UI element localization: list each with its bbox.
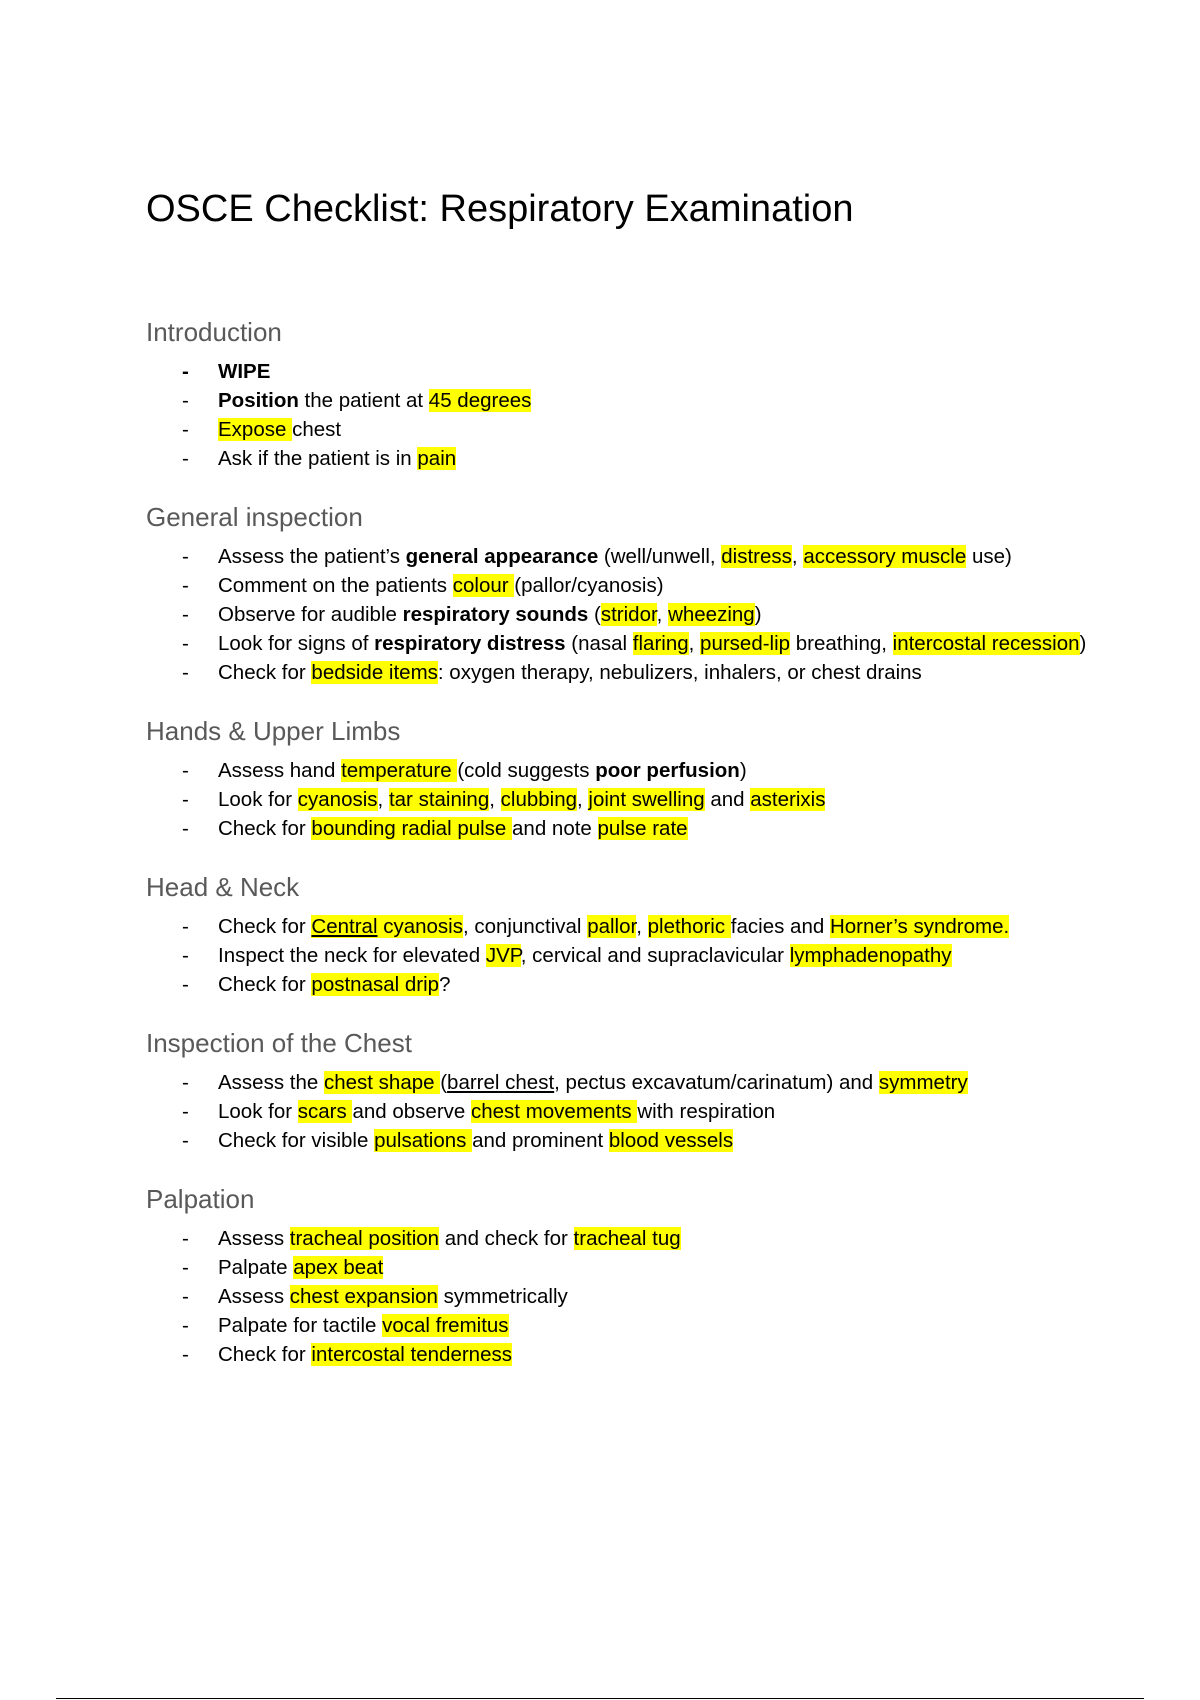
section-heading: Introduction: [146, 317, 282, 347]
item-text: ,: [577, 788, 589, 811]
item-text: ): [1079, 632, 1087, 655]
item-text: Check for: [218, 915, 312, 938]
highlighted-term: apex beat: [293, 1256, 384, 1279]
item-text: Assess the patient’s: [218, 545, 406, 568]
checklist-item: [218, 1340, 1106, 1369]
section-heading: Palpation: [146, 1184, 255, 1214]
highlighted-term: distress: [721, 545, 792, 568]
item-text: ,: [489, 788, 501, 811]
highlighted-term: pain: [417, 447, 457, 470]
section-heading: General inspection: [146, 502, 363, 532]
item-text: Palpate: [218, 1256, 294, 1279]
item-text: ): [739, 759, 747, 782]
checklist-item: [218, 1068, 1106, 1097]
highlighted-term: JVP: [485, 944, 521, 967]
highlighted-term: bounding radial pulse: [311, 817, 513, 840]
bold-term: Position: [218, 389, 299, 412]
highlighted-term: tar staining: [388, 788, 490, 811]
highlighted-term: 45 degrees: [428, 389, 532, 412]
highlighted-term: pulse rate: [597, 817, 688, 840]
checklist: [146, 542, 1106, 687]
highlighted-term: intercostal tenderness: [311, 1343, 512, 1366]
highlighted-term: intercostal recession: [892, 632, 1080, 655]
section-palpation: [146, 1183, 1106, 1369]
checklist: [146, 912, 1106, 999]
checklist: [146, 357, 1106, 473]
item-text: and check for: [439, 1227, 574, 1250]
item-text: , conjunctival: [462, 915, 588, 938]
bold-term: general appearance: [405, 545, 599, 568]
bold-term: respiratory distress: [374, 632, 566, 655]
highlighted-term: vocal fremitus: [382, 1314, 509, 1337]
checklist-item: [218, 941, 1106, 970]
highlighted-term: stridor: [600, 603, 657, 626]
checklist: [146, 1068, 1106, 1155]
bold-term: poor perfusion: [595, 759, 740, 782]
item-text: and prominent: [472, 1129, 609, 1152]
item-text: Check for: [218, 1343, 312, 1366]
highlighted-term: postnasal drip: [311, 973, 440, 996]
checklist-item: [218, 415, 1106, 444]
bold-term: respiratory sounds: [402, 603, 589, 626]
item-text: ): [754, 603, 762, 626]
highlighted-term: colour: [452, 574, 515, 597]
item-text: Check for visible: [218, 1129, 375, 1152]
highlighted-term: flaring: [632, 632, 689, 655]
highlighted-term: bedside items: [311, 661, 438, 684]
item-text: Assess: [218, 1227, 290, 1250]
item-text: : oxygen therapy, nebulizers, inhalers, or chest drains: [437, 661, 922, 684]
checklist-item: [218, 1253, 1106, 1282]
item-text: with respiration: [637, 1100, 776, 1123]
highlighted-term: pallor: [587, 915, 637, 938]
item-text: (: [588, 603, 601, 626]
highlighted-term: Horner’s syndrome.: [829, 915, 1010, 938]
item-text: , cervical and supraclavicular: [520, 944, 790, 967]
checklist-item: [218, 756, 1106, 785]
item-text: ,: [636, 915, 648, 938]
item-text: ,: [656, 603, 669, 626]
document-page: [146, 186, 1106, 1369]
checklist-item: [218, 1126, 1106, 1155]
item-text: use): [966, 545, 1012, 568]
checklist: [146, 1224, 1106, 1369]
item-text: Look for signs of: [218, 632, 375, 655]
highlighted-term: accessory muscle: [803, 545, 967, 568]
highlighted-term: tracheal tug: [573, 1227, 681, 1250]
item-text: Assess: [218, 1285, 290, 1308]
section-introduction: [146, 316, 1106, 473]
item-text: Observe for audible: [218, 603, 403, 626]
section-heading: Hands & Upper Limbs: [146, 716, 401, 746]
section-head-neck: [146, 871, 1106, 999]
section-heading: Head & Neck: [146, 872, 300, 902]
item-text: Inspect the neck for elevated: [218, 944, 486, 967]
item-text: ,: [791, 545, 804, 568]
highlighted-term: temperature: [341, 759, 458, 782]
item-text: the patient at: [298, 389, 429, 412]
highlighted-term: asterixis: [750, 788, 826, 811]
checklist-item: [218, 600, 1106, 629]
item-text: Ask if the patient is in: [218, 447, 418, 470]
item-text: Assess the: [218, 1071, 324, 1094]
highlighted-term: joint swelling: [588, 788, 705, 811]
item-text: ,: [377, 788, 389, 811]
highlighted-term: pursed-lip: [700, 632, 791, 655]
checklist-item: [218, 357, 1106, 386]
item-text: ,: [688, 632, 701, 655]
checklist-item: [218, 444, 1106, 473]
highlighted-term: symmetry: [878, 1071, 968, 1094]
checklist-item: [218, 629, 1106, 658]
item-text: Assess hand: [218, 759, 342, 782]
checklist-item: [218, 1282, 1106, 1311]
item-text: , pectus excavatum/carinatum) and: [554, 1071, 879, 1094]
section-hands-upper-limbs: [146, 715, 1106, 843]
item-text: facies and: [730, 915, 830, 938]
highlighted-term: lymphadenopathy: [789, 944, 952, 967]
highlighted-term: pulsations: [374, 1129, 473, 1152]
item-text: Check for: [218, 973, 312, 996]
checklist-item: [218, 1224, 1106, 1253]
item-text: barrel chest: [447, 1071, 555, 1094]
checklist-item: [218, 1311, 1106, 1340]
highlighted-term: blood vessels: [608, 1129, 734, 1152]
checklist-item: [218, 1097, 1106, 1126]
item-text: (cold suggests: [457, 759, 596, 782]
item-text: and observe: [352, 1100, 471, 1123]
page-bottom-rule: [56, 1698, 1144, 1699]
checklist: [146, 756, 1106, 843]
highlighted-term: Central: [311, 915, 378, 938]
item-text: Palpate for tactile: [218, 1314, 383, 1337]
checklist-item: [218, 785, 1106, 814]
highlighted-term: clubbing: [500, 788, 578, 811]
highlighted-term: chest shape: [323, 1071, 441, 1094]
highlighted-term: chest movements: [471, 1100, 638, 1123]
highlighted-term: scars: [297, 1100, 353, 1123]
checklist-item: [218, 970, 1106, 999]
item-text: and: [704, 788, 751, 811]
item-text: (pallor/cyanosis): [514, 574, 664, 597]
section-heading: Inspection of the Chest: [146, 1028, 412, 1058]
item-text: symmetrically: [437, 1285, 568, 1308]
item-text: ?: [439, 973, 451, 996]
item-text: (well/unwell,: [598, 545, 722, 568]
item-text: breathing,: [790, 632, 893, 655]
highlighted-term: cyanosis: [377, 915, 463, 938]
checklist-item: [218, 814, 1106, 843]
sections-container: [146, 316, 1106, 1369]
checklist-item: [218, 571, 1106, 600]
item-text: (nasal: [565, 632, 633, 655]
checklist-item: [218, 912, 1106, 941]
section-inspection-of-the-chest: [146, 1027, 1106, 1155]
item-text: Look for: [218, 788, 298, 811]
item-text: and note: [512, 817, 598, 840]
document-title: OSCE Checklist: Respiratory Examination: [146, 188, 854, 230]
item-text: (: [440, 1071, 448, 1094]
highlighted-term: Expose: [218, 418, 293, 441]
highlighted-term: wheezing: [668, 603, 755, 626]
item-text: Comment on the patients: [218, 574, 453, 597]
checklist-item: [218, 386, 1106, 415]
item-text: Check for: [218, 817, 312, 840]
item-text: chest: [292, 418, 342, 441]
checklist-item: [218, 658, 1106, 687]
checklist-item: [218, 542, 1106, 571]
item-text: Check for: [218, 661, 312, 684]
bold-term: WIPE: [218, 360, 271, 383]
highlighted-term: plethoric: [647, 915, 731, 938]
section-general-inspection: [146, 501, 1106, 687]
highlighted-term: cyanosis: [297, 788, 378, 811]
highlighted-term: chest expansion: [289, 1285, 438, 1308]
highlighted-term: tracheal position: [289, 1227, 440, 1250]
item-text: Look for: [218, 1100, 298, 1123]
